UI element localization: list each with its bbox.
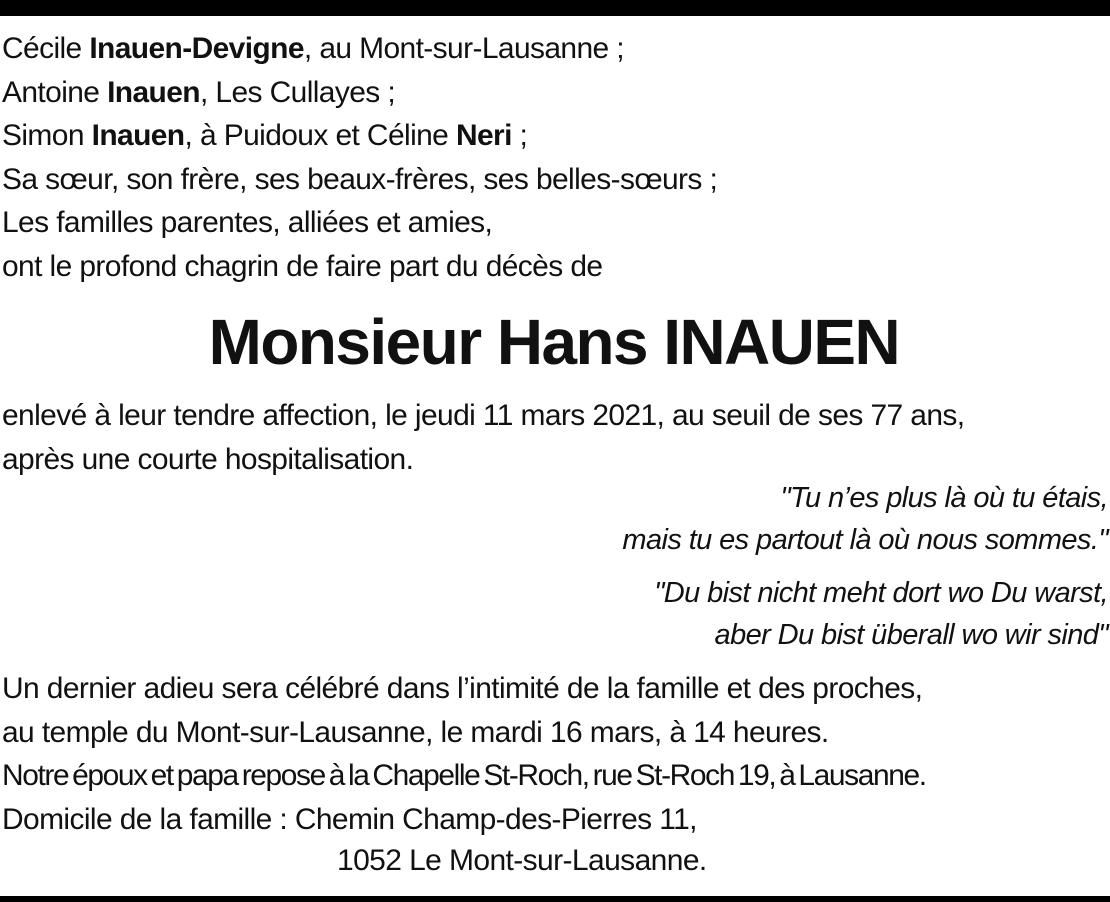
- family-address-line: Domicile de la famille : Chemin Champ-des-Pierres 11,: [2, 802, 697, 836]
- family-line-text: , Les Cullayes ;: [199, 75, 396, 109]
- family-address-postcode-line: 1052 Le Mont-sur-Lausanne.: [337, 844, 707, 877]
- german-quote: [654, 572, 1108, 656]
- family-line-simon: [2, 114, 1108, 158]
- quote-line: "Du bist nicht meht dort wo Du warst,: [654, 577, 1108, 609]
- top-border-rule: [0, 0, 1110, 16]
- family-line-text: ;: [511, 119, 528, 152]
- family-list: [2, 27, 1110, 288]
- family-surname: Inauen-Devigne: [89, 32, 304, 65]
- family-line-text: Simon: [2, 119, 92, 152]
- family-line-text: Cécile: [2, 32, 90, 65]
- family-line-cecile: [2, 27, 1108, 71]
- family-surname: Inauen: [91, 119, 185, 152]
- family-line-text: Antoine: [2, 75, 108, 109]
- ceremony-details: [2, 667, 1110, 841]
- french-quote: [622, 477, 1108, 561]
- ceremony-line: au temple du Mont-sur-Lausanne, le mardi 16 mars, à 14 heures.: [2, 715, 829, 749]
- family-surname: Inauen: [107, 75, 200, 109]
- quote-line: aber Du bist überall wo wir sind": [714, 619, 1108, 651]
- family-line-text: , au Mont-sur-Lausanne ;: [303, 32, 625, 65]
- family-line-announcement: ont le profond chagrin de faire part du décès de: [2, 249, 603, 283]
- death-notice: [2, 394, 1110, 481]
- family-line-text: , à Puidoux et Céline: [184, 119, 456, 152]
- death-line: enlevé à leur tendre affection, le jeudi 11 mars 2021, au seuil de ses 77 ans,: [2, 399, 965, 432]
- family-line-antoine: [2, 71, 1108, 115]
- ceremony-line: Un dernier adieu sera célébré dans l’intimité de la famille et des proches,: [2, 672, 923, 705]
- ceremony-line: Notre époux et papa repose à la Chapelle St-Roch, rue St-Roch 19, à Lausanne.: [2, 759, 926, 792]
- family-line-relatives: Les familles parentes, alliées et amies,: [2, 206, 493, 239]
- family-line-siblings: Sa sœur, son frère, ses beaux-frères, ses belles-sœurs ;: [2, 162, 718, 196]
- deceased-name-heading: Monsieur Hans INAUEN: [208, 306, 900, 378]
- family-surname: Neri: [455, 119, 512, 152]
- bottom-border-rule: [0, 896, 1110, 902]
- quote-line: mais tu es partout là où nous sommes.": [622, 524, 1108, 556]
- death-line: après une courte hospitalisation.: [2, 442, 414, 476]
- quote-line: "Tu n’es plus là où tu étais,: [780, 482, 1108, 514]
